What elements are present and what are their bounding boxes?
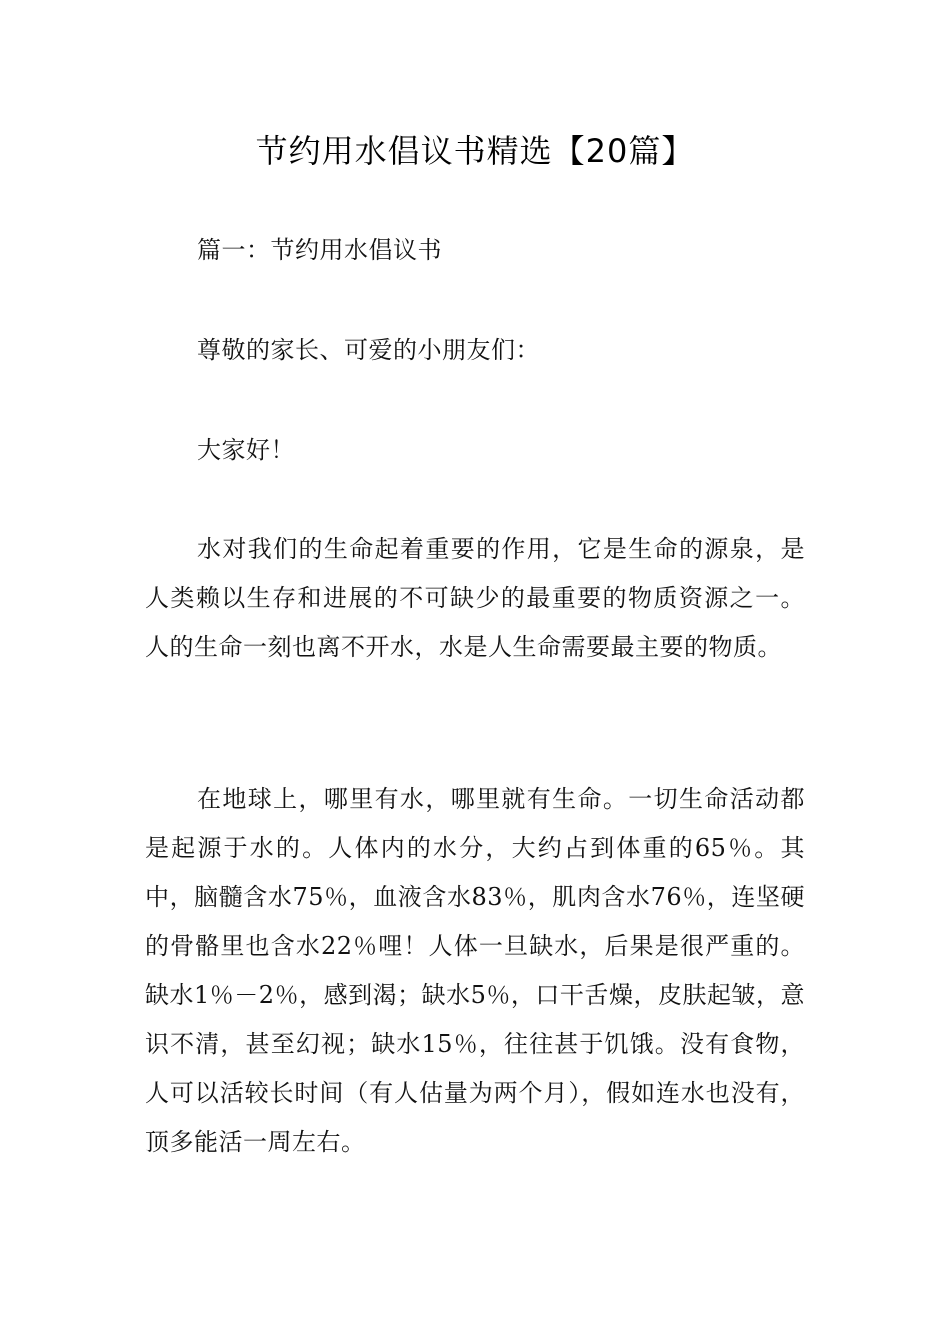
section-heading: 篇一：节约用水倡议书 [197, 236, 442, 264]
salutation: 尊敬的家长、可爱的小朋友们： [197, 336, 540, 364]
document-title: 节约用水倡议书精选【20篇】 [255, 132, 695, 170]
greeting: 大家好！ [197, 436, 295, 464]
body-paragraph: 水对我们的生命起着重要的作用，它是生命的源泉，是人类赖以生存和进展的不可缺少的最重要的物质资源之一。人的生命一刻也离不开水，水是人生命需要最主要的物质。 [145, 535, 805, 661]
body-paragraph: 在地球上，哪里有水，哪里就有生命。一切生命活动都是起源于水的。人体内的水分，大约占到体重的65％。其中，脑髓含水75％，血液含水83％，肌肉含水76％，连坚硬的骨骼里也含水22％哩！人体一旦缺水，后果是很严重的。缺水1％－2％，感到渴；缺水5％，口干舌燥，皮肤起皱，意识不清，甚至幻视；缺水15％，往往甚于饥饿。没有食物，人可以活较长时间（有人估量为两个月），假如连水也没有，顶多能活一周左右。 [145, 785, 805, 1156]
